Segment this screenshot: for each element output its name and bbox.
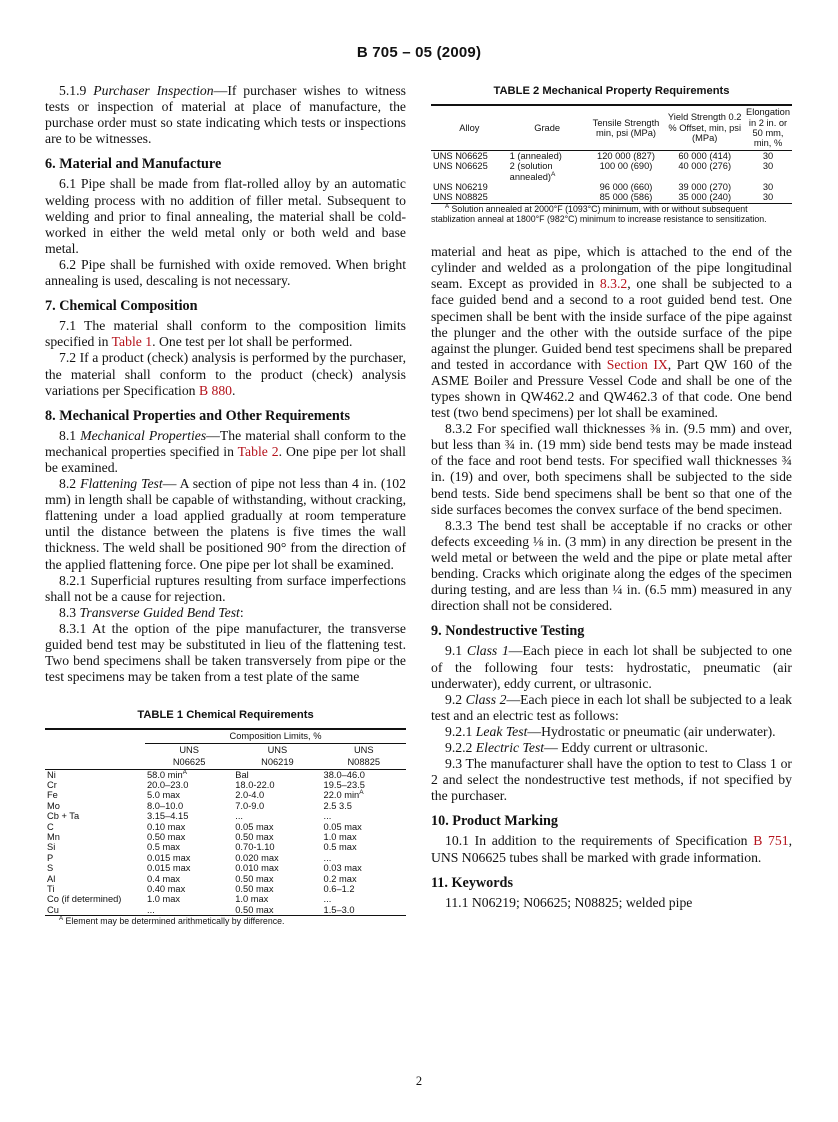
link-b-751[interactable]: B 751: [753, 833, 789, 849]
paragraph-8-3-3: 8.3.3 The bend test shall be acceptable if no cracks or other defects exceeding ⅛ in. (3 mm) in any direction be present in the weld metal or between the weld and the pipe or plate metal after bending. Cracks which originate along the edges of the specimen during testing, and are less than ¼ in. (6.5 mm) measured in any direction shall not be considered.: [431, 517, 792, 614]
page-number: 2: [415, 1074, 423, 1088]
table-cell: 85 000 (586): [599, 192, 653, 203]
table-cell: 2 (solution annealed)$^A$: [509, 161, 556, 182]
table-cell: 1 (annealed): [509, 150, 562, 161]
table-row: [45, 863, 406, 873]
table-row: [45, 801, 406, 811]
table-cell: UNS N06625: [433, 161, 488, 172]
table-row: [45, 905, 406, 916]
section-heading-8: 8. Mechanical Properties and Other Requirements: [45, 407, 350, 424]
paragraph-8-3-1-continued: material and heat as pipe, which is attached to the end of the cylinder and welded as a prolongation of the pipe longitudinal seam. Except as provided in 8.3.2, one shall be subjected to a face guided bend and a second to a root guided bend test. One specimen shall be bent with the inside surface of the pipe against the plunger and the other with the outside surface of the pipe against the plunger. Guided bend test specimens shall be prepared and tested in accordance with Section IX, Part QW 160 of the ASME Boiler and Pressure Vessel Code and shall be one of the types shown in QW462.2 and QW462.3 of that code. One bend test (two bend specimens) per lot shall be examined.: [431, 244, 793, 421]
paragraph-7-1: 7.1 The material shall conform to the composition limits specified in Table 1. One test per lot shall be performed.: [45, 318, 406, 350]
paragraph-7-2: 7.2 If a product (check) analysis is performed by the purchaser, the material shall conform to the product (check) analysis variations per Specification B 880.: [45, 350, 406, 398]
table-cell: ...: [147, 904, 155, 915]
table-cell: 0.6–1.2: [323, 884, 355, 895]
table-cell: 0.5 max: [147, 842, 181, 853]
table-cell: P: [47, 852, 54, 863]
table-cell: 30: [762, 150, 774, 161]
table-cell: S: [47, 863, 54, 874]
table-row: [45, 822, 406, 832]
section-heading-11: 11. Keywords: [431, 874, 513, 891]
table-cell: UNS N06219: [433, 181, 488, 192]
table-cell: Bal: [235, 769, 249, 780]
paragraph-8-3: 8.3 Transverse Guided Bend Test:: [59, 604, 244, 620]
link-8-3-2[interactable]: 8.3.2: [599, 276, 628, 292]
table-row: [45, 884, 406, 894]
table-cell: 22.0 $\min^A$: [323, 789, 364, 801]
table-cell: 0.4 max: [147, 873, 181, 884]
table-cell: 30: [762, 181, 774, 192]
table-cell: 0.5 max: [323, 842, 357, 853]
table-cell: 0.03 max: [323, 863, 362, 874]
mechanical-properties-table: [431, 104, 792, 204]
chemical-requirements-table: [45, 728, 406, 916]
link-table-1[interactable]: Table 1: [111, 334, 153, 350]
table-2-col-header: Yield Strength 0.2 % Offset, min, psi (MPa): [667, 112, 742, 144]
paragraph-10-1: 10.1 In addition to the requirements of Specification B 751, UNS N06625 tubes shall be marked with grade information.: [431, 833, 792, 865]
table-row: [45, 811, 406, 821]
table-row: [45, 790, 406, 800]
paragraph-9-2-1: 9.2.1 Leak Test—Hydrostatic or pneumatic (air underwater).: [445, 723, 776, 739]
right-column: [431, 83, 792, 911]
paragraph-9-2-2: 9.2.2 Electric Test— Eddy current or ultrasonic.: [445, 739, 708, 755]
table-cell: 120 000 (827): [597, 150, 655, 161]
table-1-footnote: $^A$ Element may be determined arithmetically by difference.: [59, 915, 285, 927]
table-cell: 0.10 max: [147, 821, 186, 832]
table-cell: 2.5 3.5: [323, 800, 352, 811]
paragraph-6-2: 6.2 Pipe shall be furnished with oxide removed. When bright annealing is used, descaling is not necessary.: [45, 256, 406, 289]
link-table-2[interactable]: Table 2: [237, 443, 279, 459]
table-row: [431, 150, 792, 161]
table-cell: ...: [235, 811, 244, 822]
table-cell: [508, 182, 587, 192]
table-cell: 96 000 (660): [599, 181, 653, 192]
paragraph-8-3-2: 8.3.2 For specified wall thicknesses ⅜ in. (9.5 mm) and over, but less than ¾ in. (19 mm) side bend tests may be made instead of the face and root bend tests. For specified wall thicknesses ¾ in. (19) and over, both specimens shall be subjected to the side bend tests. Side bend specimens shall be bent so that one of the side surfaces becomes the convex surface of the bend specimen.: [431, 421, 792, 517]
table-cell: 19.5–23.5: [323, 780, 365, 790]
table-cell: 1.0 max: [147, 894, 181, 905]
table-cell: C: [47, 821, 54, 832]
table-cell: 39 000 (270): [678, 181, 732, 192]
table-cell: 2.0-4.0: [235, 790, 265, 801]
section-heading-6: 6. Material and Manufacture: [45, 156, 222, 173]
table-1-col-header: N06219: [261, 757, 294, 768]
table-cell: Cu: [47, 904, 59, 915]
table-cell: 0.05 max: [323, 821, 362, 832]
table-cell: 0.70-1.10: [235, 842, 275, 853]
table-cell: 0.05 max: [235, 821, 274, 832]
table-cell: 20.0–23.0: [147, 780, 189, 790]
table-cell: 1.0 max: [323, 832, 357, 843]
table-cell: 0.50 max: [235, 884, 274, 895]
table-cell: Cr: [47, 780, 57, 790]
table-cell: 8.0–10.0: [147, 800, 184, 811]
table-2-col-header: Tensile Strength min, psi (MPa): [592, 117, 660, 138]
table-row: [45, 894, 406, 904]
paragraph-11-1: 11.1 N06219; N06625; N08825; welded pipe: [445, 894, 693, 910]
table-row: [45, 842, 406, 852]
table-1: [45, 707, 406, 926]
table-cell: Co (if determined): [47, 894, 122, 905]
table-cell: 60 000 (414): [678, 150, 732, 161]
table-cell: 0.50 max: [235, 873, 274, 884]
table-cell: Fe: [47, 790, 58, 801]
table-1-col-header: N06625: [172, 757, 206, 768]
table-cell: UNS N08825: [433, 192, 488, 203]
paragraph-5-1-9: 5.1.9 Purchaser Inspection—If purchaser wishes to witness tests or inspection of material at place of manufacture, the purchase order must so state indicating which tests or inspections are to be witnesses.: [45, 83, 407, 147]
table-row: [45, 853, 406, 863]
paragraph-8-3-1: 8.3.1 At the option of the pipe manufacturer, the transverse guided bend test may be substituted in lieu of the flattening test. Two bend specimens shall be taken transversely from pipe or the test specimens may be taken from a test plate of the same: [45, 620, 406, 685]
table-cell: 0.010 max: [235, 863, 279, 874]
table-cell: Mo: [47, 800, 60, 811]
table-cell: [508, 192, 587, 203]
table-cell: 1.0 max: [235, 894, 269, 905]
page-header-designation: B 705 – 05 (2009): [356, 44, 482, 61]
table-cell: 0.020 max: [235, 852, 279, 863]
table-cell: Cb + Ta: [47, 811, 80, 822]
table-2-footnote: $^A$ Solution annealed at 2000°F (1093°C) minimum, with or without subsequent stablization anneal at 1800°F (982°C) minimum to increase resistance to sensitization.: [431, 202, 767, 224]
section-heading-9: 9. Nondestructive Testing: [431, 623, 585, 640]
table-cell: ...: [323, 852, 332, 863]
table-cell: 0.015 max: [147, 852, 191, 863]
table-cell: 35 000 (240): [678, 192, 732, 203]
table-cell: 30: [762, 161, 774, 172]
section-heading-7: 7. Chemical Composition: [45, 298, 198, 315]
table-cell: 30: [762, 192, 774, 203]
table-cell: 40 000 (276): [678, 161, 732, 172]
table-cell: Ni: [47, 769, 56, 780]
table-cell: 18.0-22.0: [235, 780, 275, 790]
table-1-col-header: UNS: [179, 744, 199, 755]
table-cell: 3.15–4.15: [147, 811, 189, 822]
table-cell: ...: [323, 811, 332, 822]
link-section-ix[interactable]: Section IX: [606, 356, 668, 372]
table-cell: 5.0 max: [147, 790, 181, 801]
table-row: [431, 182, 792, 192]
table-row: [45, 780, 406, 790]
table-cell: Si: [47, 842, 56, 853]
table-1-col-header: N08825: [347, 757, 381, 768]
paragraph-8-2: 8.2 Flattening Test— A section of pipe not less than 4 in. (102 mm) in length shall be capable of withstanding, without cracking, flattening under a load applied gradually at room temperature until the distance between the platens is five times the wall thickness. The weld shall be positioned 90° from the direction of the applied flattening force. One pipe per lot shall be examined.: [45, 476, 406, 572]
table-cell: 0.50 max: [235, 904, 274, 915]
table-row: [45, 769, 406, 780]
paragraph-9-2: 9.2 Class 2—Each piece in each lot shall be subjected to a leak test and an electric test as follows:: [431, 691, 792, 723]
table-cell: 38.0–46.0: [323, 769, 365, 780]
table-cell: ...: [323, 894, 332, 905]
paragraph-8-2-1: 8.2.1 Superficial ruptures resulting from surface imperfections shall not be a cause for rejection.: [45, 572, 406, 604]
link-b-880[interactable]: B 880: [198, 382, 233, 398]
left-column: [45, 83, 406, 926]
table-1-title: TABLE 1 Chemical Requirements: [137, 709, 314, 722]
table-row: [431, 192, 792, 203]
table-cell: Mn: [47, 832, 60, 843]
table-row: [431, 161, 792, 182]
table-cell: 0.50 max: [147, 832, 186, 843]
table-cell: 0.015 max: [147, 863, 191, 874]
table-cell: 0.50 max: [235, 832, 274, 843]
table-2-col-header: Alloy: [459, 122, 480, 133]
table-cell: UNS N06625: [433, 150, 488, 161]
table-cell: 1.5–3.0: [323, 904, 355, 915]
table-cell: Al: [47, 873, 56, 884]
table-row: [45, 832, 406, 842]
table-cell: 100 00 (690): [599, 161, 653, 172]
table-2: [431, 83, 792, 224]
paragraph-8-1: 8.1 Mechanical Properties—The material shall conform to the mechanical properties specified in Table 2. One pipe per lot shall be examined.: [45, 427, 406, 475]
paragraph-6-1: 6.1 Pipe shall be made from flat-rolled alloy by an automatic welding process with no addition of filler metal. Subsequent to welding and prior to final annealing, the material shall be cold-worked in either the weld metal only or both weld and base metal.: [45, 176, 406, 256]
table-2-title: TABLE 2 Mechanical Property Requirements: [493, 85, 730, 97]
table-cell: 58.0 $\min^A$: [147, 768, 188, 780]
section-heading-10: 10. Product Marking: [431, 813, 559, 830]
table-row: [45, 874, 406, 884]
paragraph-9-3: 9.3 The manufacturer shall have the option to test to Class 1 or 2 and select the nondestructive test methods, if not specified by the purchaser.: [431, 756, 792, 804]
table-1-col-header: UNS: [353, 744, 374, 755]
table-1-group-header: Composition Limits, %: [145, 729, 406, 743]
table-2-col-header: Grade: [534, 122, 561, 133]
table-cell: 7.0-9.0: [235, 800, 265, 811]
table-cell: 0.40 max: [147, 884, 186, 895]
table-2-col-header: Elongation in 2 in. or 50 mm, min, %: [746, 107, 790, 149]
table-cell: 0.2 max: [323, 873, 357, 884]
table-1-col-header: UNS: [267, 744, 288, 755]
paragraph-9-1: 9.1 Class 1—Each piece in each lot shall be subjected to one of the following four tests: hydrostatic, pneumatic (air underwater), eddy current, or ultrasonic.: [431, 643, 793, 691]
table-cell: Ti: [47, 884, 55, 895]
